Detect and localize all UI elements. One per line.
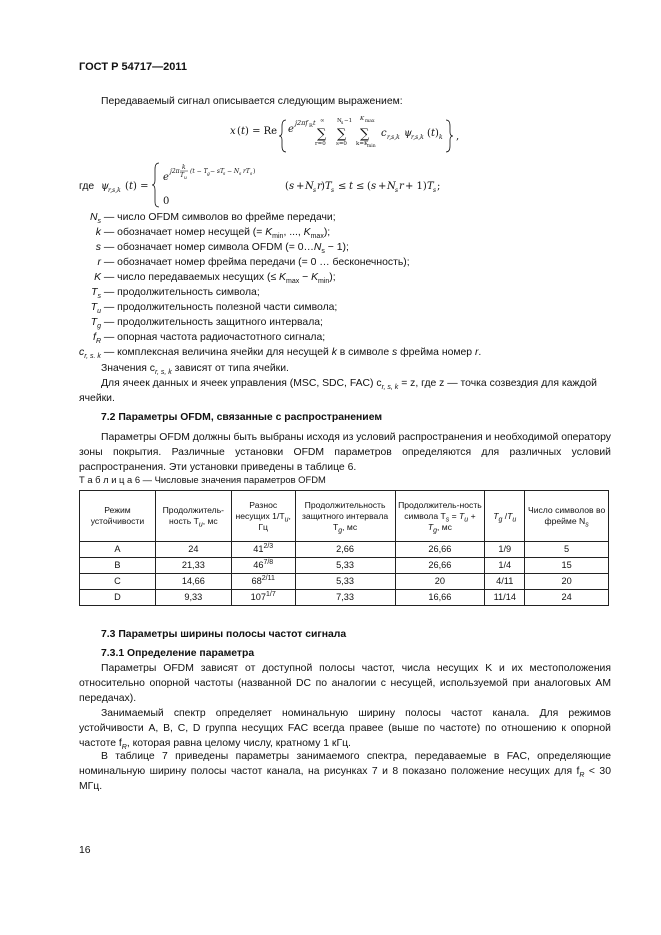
- header-tu: Продолжитель-ность $T_u$, мс: [155, 491, 231, 542]
- svg-text:+: +: [296, 181, 305, 192]
- svg-text:e: e: [163, 172, 169, 183]
- svg-text:≤: ≤: [338, 181, 347, 192]
- definition-s: s — обозначает номер символа OFDM (= $0\dots N_s - 1$);: [95, 242, 349, 256]
- svg-text:c: c: [381, 128, 387, 139]
- svg-text:k: k: [439, 134, 443, 141]
- svg-text:s: s: [341, 121, 344, 126]
- svg-text:min: min: [367, 144, 376, 149]
- svg-text:,: ,: [456, 131, 460, 142]
- svg-text:(: (: [427, 128, 431, 139]
- svg-text:∑: ∑: [337, 127, 347, 142]
- definition-k: k — обозначает номер несущей (= $K_{min}$, ..., $K_{max}$);: [95, 227, 331, 241]
- svg-text:где: где: [79, 181, 95, 192]
- table-row: A 24 $41^{2/3}$ 2,66 26,66 1/9 5: [80, 542, 609, 558]
- svg-text:s: s: [223, 172, 226, 177]
- svg-text:s: s: [371, 181, 377, 192]
- values-note: Значения $c_{r, s, k}$ зависят от типа ячейки.: [101, 363, 289, 377]
- header-ratio: $T_g$ $/T_u$: [485, 491, 525, 542]
- svg-text:K: K: [360, 116, 365, 122]
- svg-text:g: g: [207, 172, 210, 177]
- table-row: D 9,33 $107^{1/7}$ 7,33 16,66 11/14 24: [80, 590, 609, 606]
- section-7-3-title: 7.3 Параметры ширины полосы частот сигнала: [101, 629, 347, 640]
- paragraph-3: В таблице 7 приведены параметры занимаемого спектра, передаваемые в FAC, определяющие номинальную ширину полосы частот канала, на рисунках 7 и 8 показано положение несущих для $f_R < 30$ МГц.: [79, 751, 611, 792]
- svg-text:(: (: [125, 181, 129, 192]
- svg-text:s=0: s=0: [336, 141, 347, 147]
- svg-text:x: x: [230, 126, 236, 137]
- svg-text:+ 1): + 1): [405, 181, 427, 192]
- svg-text:j2πf: j2πf: [295, 119, 308, 127]
- svg-text:t: t: [349, 181, 354, 192]
- section-7-3-1-title: 7.3.1 Определение параметра: [101, 648, 255, 659]
- svg-text:k: k: [182, 164, 186, 171]
- svg-text:∞: ∞: [320, 118, 325, 124]
- svg-text:rT: rT: [243, 168, 250, 175]
- header-symbols: Число символов во фрейме $N_s$: [525, 491, 609, 542]
- svg-text:∑: ∑: [360, 127, 370, 142]
- psi-formula: [79, 160, 479, 208]
- svg-text:N: N: [305, 181, 314, 192]
- svg-text:t: t: [431, 128, 436, 139]
- document-header: ГОСТ Р 54717—2011: [79, 61, 187, 73]
- svg-text:0: 0: [163, 196, 170, 207]
- header-ts: Продолжитель-ность символа $T_s = T_u + T_g$, мс: [395, 491, 485, 542]
- svg-text:(: (: [285, 181, 289, 192]
- svg-text:∑: ∑: [317, 127, 327, 142]
- svg-text:) = Re: ) = Re: [245, 126, 278, 137]
- svg-text:−1: −1: [344, 118, 353, 124]
- svg-text:r: r: [317, 181, 322, 192]
- svg-text:s: s: [331, 187, 335, 194]
- svg-text:(t − T: (t − T: [190, 168, 208, 175]
- svg-text:r,s,k: r,s,k: [108, 187, 121, 194]
- svg-text:r,s,k: r,s,k: [387, 134, 400, 141]
- definition-r: r — обозначает номер фрейма передачи (= 0 … бесконечность);: [97, 257, 410, 268]
- svg-text:k=K: k=K: [356, 141, 369, 147]
- svg-text:+: +: [378, 181, 387, 192]
- table-caption: Т а б л и ц а 6 — Числовые значения параметров OFDM: [79, 474, 326, 485]
- svg-text:(: (: [367, 181, 371, 192]
- svg-text:− N: − N: [227, 168, 240, 175]
- svg-text:): ): [321, 181, 325, 192]
- header-mode: Режим устойчивости: [80, 491, 156, 542]
- definition-fr: $f_R$ — опорная частота радиочастотного сигнала;: [93, 332, 326, 346]
- definition-tu: $T_u$ — продолжительность полезной части символа;: [90, 302, 338, 316]
- svg-text:− sT: − sT: [210, 168, 225, 175]
- svg-text:) =: ) =: [133, 181, 149, 192]
- definition-K: K — число передаваемых несущих (≤ $K_{max} - K_{min}$);: [94, 272, 336, 286]
- svg-text:ψ: ψ: [404, 128, 412, 139]
- svg-text:s: s: [239, 172, 242, 177]
- svg-text:t: t: [313, 119, 316, 127]
- svg-text:t: t: [241, 126, 246, 137]
- definition-ns: $N_s$ — число OFDM символов во фрейме передачи;: [89, 212, 336, 226]
- svg-text:N: N: [337, 118, 342, 124]
- cells-note: Для ячеек данных и ячеек управления (MSC, SDC, FAC) $c_{r, s, k} = z$, где z — точка созвездия для каждой ячейки.: [79, 378, 597, 404]
- ofdm-parameters-table: [79, 490, 609, 606]
- svg-text:t: t: [129, 181, 134, 192]
- svg-text:u: u: [184, 176, 187, 181]
- svg-text:s: s: [250, 172, 253, 177]
- definition-ts: $T_s$ — продолжительность символа;: [91, 287, 260, 301]
- svg-text:(: (: [237, 126, 241, 137]
- svg-text:T: T: [427, 181, 434, 192]
- svg-text:r,s,k: r,s,k: [411, 134, 424, 141]
- section-7-2-title: 7.2 Параметры OFDM, связанные с распространением: [101, 412, 383, 423]
- signal-formula: [230, 112, 470, 160]
- table-row: C 14,66 $68^{2/11}$ 5,33 20 4/11 20: [80, 574, 609, 590]
- intro-text: Передаваемый сигнал описывается следующим выражением:: [101, 96, 403, 107]
- definition-tg: $T_g$ — продолжительность защитного интервала;: [90, 317, 323, 331]
- table-row: B 21,33 $46^{7/8}$ 5,33 26,66 1/4 15: [80, 558, 609, 574]
- svg-text:s: s: [395, 187, 399, 194]
- table-header-row: [80, 491, 609, 542]
- svg-text:): ): [435, 128, 439, 139]
- page-number: 16: [79, 845, 91, 856]
- svg-text:T: T: [325, 181, 332, 192]
- svg-text:): ): [253, 168, 256, 175]
- svg-text:r=0: r=0: [315, 141, 326, 147]
- svg-text:≤: ≤: [356, 181, 365, 192]
- svg-text:N: N: [387, 181, 396, 192]
- svg-text:;: ;: [437, 181, 441, 192]
- section-7-2-text: Параметры OFDM должны быть выбраны исходя из условий распространения и необходимой оператору зоны покрытия. Различные установки OFDM параметров определяются для различных условий распространения. Эти установки приведены в таблице 6.: [79, 432, 611, 473]
- header-tg: Продолжительность защитного интервала $T_g$, мс: [295, 491, 395, 542]
- svg-text:e: e: [288, 124, 294, 135]
- svg-text:s: s: [433, 187, 437, 194]
- svg-text:r: r: [399, 181, 404, 192]
- svg-text:T: T: [180, 172, 185, 179]
- svg-text:R: R: [309, 123, 313, 129]
- svg-text:max: max: [365, 119, 375, 124]
- definition-c: $c_{r, s. k}$ — комплексная величина ячейки для несущей k в символе s фрейма номер r.: [79, 347, 482, 361]
- svg-text:s: s: [289, 181, 295, 192]
- paragraph-2: Занимаемый спектр определяет номинальную ширину полосы частот канала. Для режимов устойчивости A, B, C, D группа несущих FAC всегда правее (выше по частоте) по отношению к опорной частоте $f_R$, которая равна целому числу, кратному 1 кГц.: [79, 708, 611, 752]
- header-spacing: Разнос несущих $1/T_u$, Гц: [231, 491, 295, 542]
- svg-text:j2π: j2π: [170, 168, 180, 175]
- svg-text:s: s: [313, 187, 317, 194]
- svg-text:ψ: ψ: [101, 181, 109, 192]
- paragraph-1: Параметры OFDM зависят от доступной полосы частот, числа несущих K и их местоположения относительно опорной частоты (названной DC по аналогии с несущей, используемой при аналоговых AM передачах).: [79, 663, 611, 704]
